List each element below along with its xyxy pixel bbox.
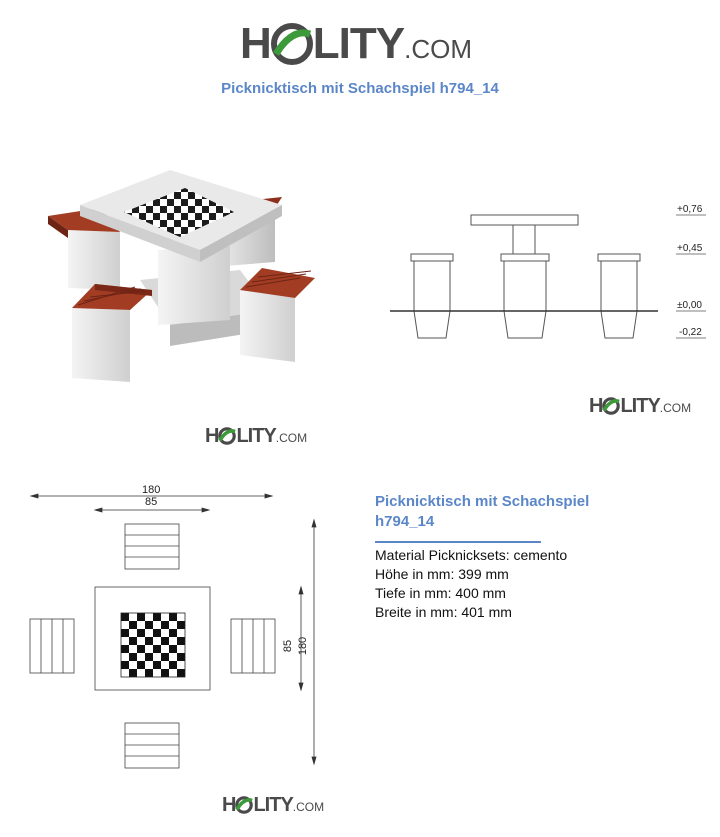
watermark-letter-h: H [205,425,219,447]
watermark-letters-lity: LITY [253,794,293,816]
plan-width-outer: 180 [142,484,161,496]
watermark-letters-lity: LITY [620,395,660,417]
watermark-letters-lity: LITY [236,425,276,447]
watermark-logo-3 [222,793,324,817]
watermark-com: .COM [275,431,308,445]
spec-item-material: Material Picknicksets: cemento [375,547,568,563]
plan-height-inner: 85 [282,639,295,653]
watermark-letter-h: H [589,395,603,417]
spec-title-line2: h794_14 [375,513,435,530]
spec-title [375,492,695,532]
page-title: Picknicktisch mit Schachspiel h794_14 [221,80,499,97]
level-label-seat: +0,45 [677,243,703,254]
spec-item-width: Breite in mm: 401 mm [375,604,512,620]
product-render [20,150,360,420]
spec-item-depth: Tiefe in mm: 400 mm [375,585,506,601]
spec-title-line1: Picknicktisch mit Schachspiel [375,493,590,510]
logo-o-icon [602,397,620,415]
watermark-logo-2 [589,394,691,418]
plan-drawing [25,485,365,805]
watermark-com: .COM [292,800,325,814]
level-label-top: +0,76 [677,204,703,215]
level-label-ground: ±0,00 [677,300,702,311]
watermark-logo-1 [205,424,307,448]
logo-letters-lity: LITY [312,19,405,68]
plan-width-inner: 85 [145,496,158,508]
logo-letter-h: H [240,19,271,68]
watermark-com: .COM [659,401,692,415]
plan-height-outer: 180 [297,636,310,656]
spec-item-height: Höhe in mm: 399 mm [375,566,509,582]
logo-o-icon [272,24,312,64]
watermark-letter-h: H [222,794,236,816]
logo-com: .COM [404,34,472,64]
logo-o-icon [218,427,236,445]
spec-divider [375,541,541,543]
logo-o-icon [235,796,253,814]
holity-logo[interactable] [240,18,472,69]
level-label-footing: -0,22 [679,327,702,338]
elevation-drawing [388,200,708,360]
spec-list [375,546,567,622]
